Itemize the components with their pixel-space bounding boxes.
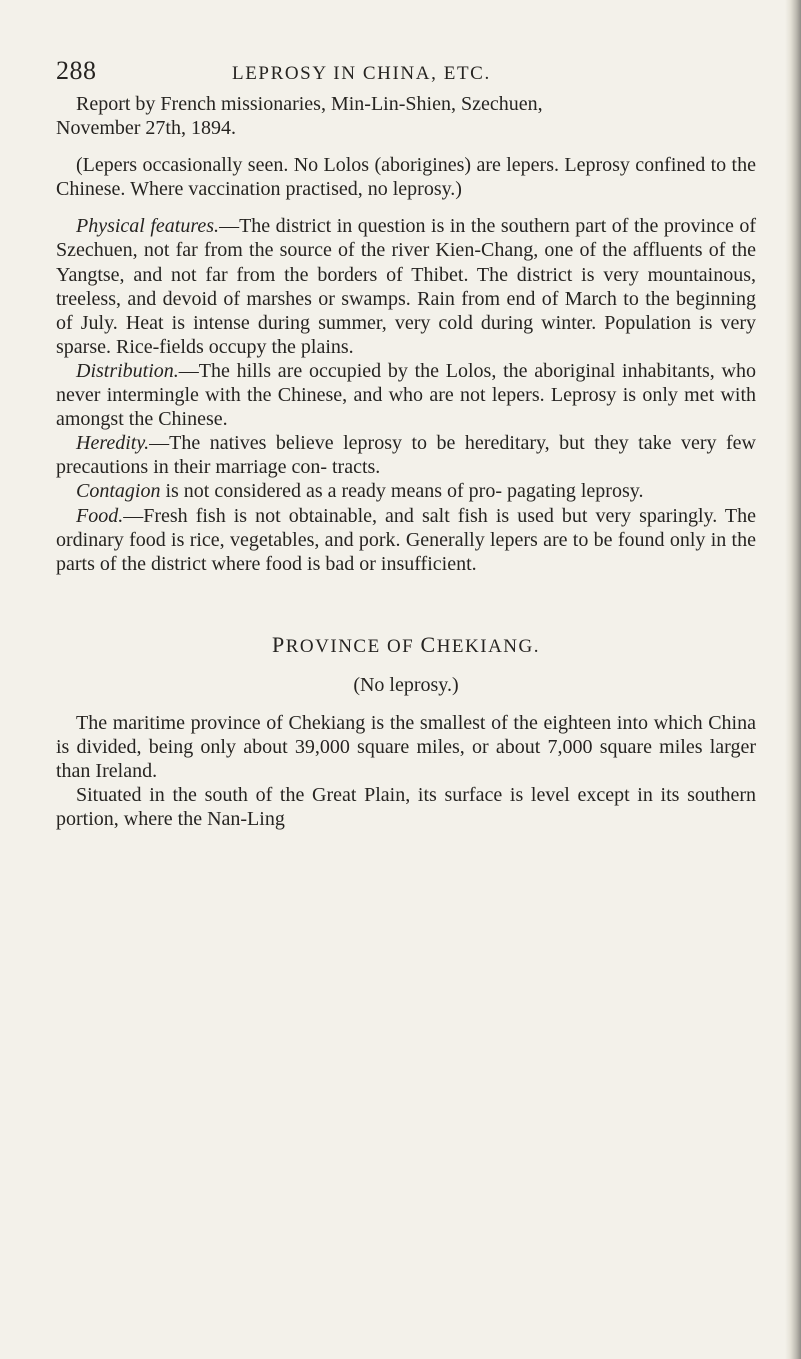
intro-note: (Lepers occasionally seen. No Lolos (aborigines) are lepers. Leprosy confined to the Chinese. Where vaccination practised, no leprosy.)	[56, 154, 756, 201]
province-heading-word2: HEKIANG.	[436, 635, 540, 657]
report-title-line2: November 27th, 1894.	[56, 117, 236, 140]
report-title	[56, 92, 756, 140]
contagion-heading: Contagion	[76, 480, 161, 503]
distribution-text: —The hills are occupied by the Lolos, the aboriginal inhabitants, who never intermingle with the Chinese, and who are not lepers. Leprosy is only met with amongst the Chinese.	[56, 359, 756, 431]
province-heading-of: OF	[386, 635, 415, 657]
province-heading-word1: ROVINCE	[285, 635, 381, 657]
paragraph-distribution	[56, 359, 756, 431]
physical-features-text: —The district in question is in the southern part of the province of Szechuen, not far from the source of the river Kien-Chang, one of the affluents of the Yangtse, and not far from the borders of Thibet. The district is very mountainous, treeless, and devoid of marshes or swamps. Rain from end of March to the beginning of July. Heat is intense during summer, very cold during winter. Population is very sparse. Rice-fields occupy the plains.	[56, 215, 757, 358]
paragraph-heredity	[56, 431, 756, 479]
heredity-text: —The natives believe leprosy to be hereditary, but they take very few precautions in their marriage con- tracts.	[56, 432, 756, 479]
paragraph-physical-features	[56, 214, 756, 359]
province-subheading: (No leprosy.)	[353, 673, 459, 696]
province-heading-initial-p: P	[272, 631, 286, 657]
paragraph-chekiang-situation: Situated in the south of the Great Plain, its surface is level except in its southern portion, where the Nan-Ling	[56, 784, 756, 831]
food-text: —Fresh fish is not obtainable, and salt fish is used but very sparingly. The ordinary food is rice, vegetables, and pork. Generally lepers are to be found only in the parts of the district where food is bad or insufficient.	[56, 504, 756, 575]
page-edge	[785, 0, 801, 1359]
contagion-text: is not considered as a ready means of pro- pagating leprosy.	[160, 480, 644, 503]
paragraph-food	[56, 504, 756, 576]
running-head: LEPROSY IN CHINA, ETC.	[232, 63, 491, 84]
distribution-heading: Distribution.	[76, 359, 179, 382]
page-number: 288	[56, 56, 97, 85]
province-heading	[56, 633, 756, 659]
physical-features-heading: Physical features.	[76, 215, 220, 238]
paragraph-contagion	[56, 479, 756, 503]
paragraph-chekiang-size: The maritime province of Chekiang is the smallest of the eighteen into which China is divided, being only about 39,000 square miles, or about 7,000 square miles larger than Ireland.	[56, 711, 756, 783]
food-heading: Food.	[76, 504, 124, 527]
report-title-line1: Report by French missionaries, Min-Lin-Shien, Szechuen,	[76, 93, 543, 115]
heredity-heading: Heredity.	[76, 432, 150, 455]
province-heading-initial-c: C	[420, 631, 437, 657]
page-body	[56, 92, 756, 831]
